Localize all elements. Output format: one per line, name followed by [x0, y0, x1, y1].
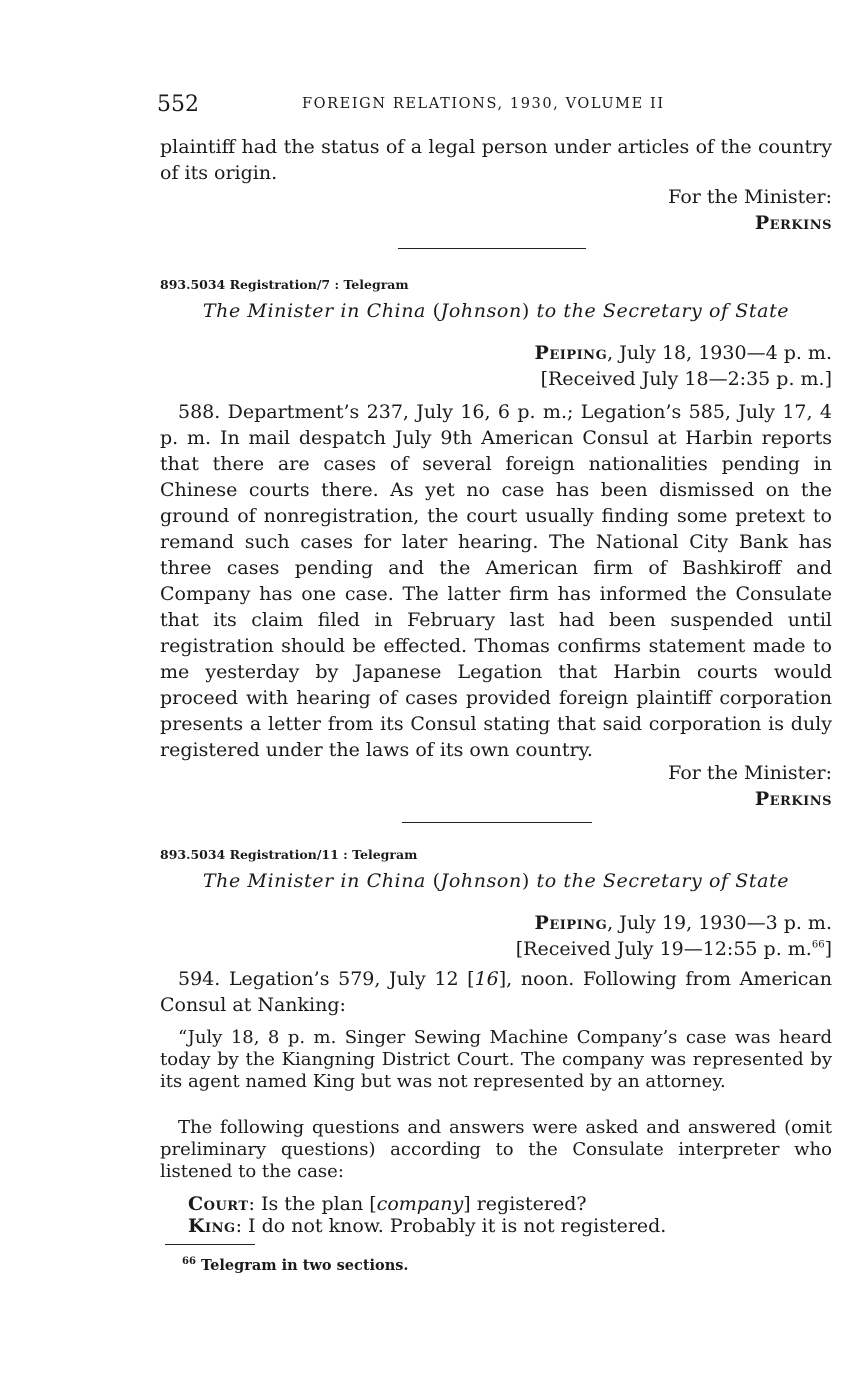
received-line: [Received July 18—2:35 p. m.] [540, 368, 832, 390]
telegram-body [160, 966, 832, 1018]
title-person: Johnson [440, 870, 522, 892]
running-head-title: FOREIGN RELATIONS, 1930, VOLUME II [302, 96, 665, 112]
qa-text: : I do not know. Probably it is not registered. [235, 1215, 667, 1237]
qa-speaker: King [188, 1215, 236, 1237]
title-paren-close: ) [521, 870, 530, 892]
title-part: The Minister in China [202, 300, 433, 322]
dateline [535, 912, 832, 934]
received-line [516, 938, 832, 960]
dateline-date: , July 19, 1930—3 p. m. [607, 912, 832, 934]
signature-line: For the Minister: [668, 762, 832, 784]
footnote-rule [165, 1244, 255, 1245]
qa-speaker: Court [188, 1193, 249, 1215]
title-paren-open: ( [432, 300, 441, 322]
footnote-mark: 66 [182, 1256, 196, 1267]
title-person: Johnson [440, 300, 522, 322]
dateline [535, 342, 832, 364]
signature-line: For the Minister: [668, 186, 832, 208]
title-paren-open: ( [432, 870, 441, 892]
footnote [182, 1256, 408, 1274]
file-reference: 893.5034 Registration/7 : Telegram [160, 277, 409, 292]
qa-text: : Is the plan [ [248, 1193, 377, 1215]
footnote-reference: 66 [811, 939, 825, 951]
signer-name: Perkins [754, 212, 832, 234]
page-number: 552 [157, 92, 199, 117]
signer-name: Perkins [754, 788, 832, 810]
title-part: to the Secretary of State [529, 300, 790, 322]
qa-line [188, 1193, 587, 1215]
title-paren-close: ) [521, 300, 530, 322]
qa-line [188, 1215, 666, 1237]
quoted-paragraph: “July 18, 8 p. m. Singer Sewing Machine Company’s case was heard today by the Kiangning District Court. The company was represented by its agent named King but was not represented by an attorney. [160, 1027, 832, 1092]
qa-text: ] registered? [463, 1193, 587, 1215]
file-reference: 893.5034 Registration/11 : Telegram [160, 847, 418, 862]
quoted-paragraph: The following questions and answers were asked and answered (omit preliminary questions) according to the Consulate interpreter who listened to the case: [160, 1117, 832, 1182]
section-divider [402, 822, 592, 823]
continuation-paragraph: plaintiff had the status of a legal person under articles of the country of its origin. [160, 136, 832, 184]
dateline-date: , July 18, 1930—4 p. m. [607, 342, 832, 364]
dateline-place: Peiping [534, 912, 608, 934]
dateline-place: Peiping [534, 342, 608, 364]
telegram-body: 588. Department’s 237, July 16, 6 p. m.; Legation’s 585, July 17, 4 p. m. In mail despatch July 9th American Consul at Harbin reports that there are cases of several foreign nationalities pending in Chinese courts there. As yet no case has been dismissed on the ground of nonregistration, the court usually finding some pretext to remand such cases for later hearing. The National City Bank has three cases pending and the American firm of Bashkiroff and Company has one case. The latter firm has informed the Consulate that its claim filed in February last had been suspended until registration should be effected. Thomas confirms statement made to me yesterday by Japanese Legation that Harbin courts would proceed with hearing of cases provided foreign plaintiff corporation presents a letter from its Consul stating that said corporation is duly registered under the laws of its own country. [160, 401, 832, 761]
qa-italic: company [376, 1193, 464, 1215]
body-italic: 16 [474, 968, 499, 990]
document-title [160, 870, 832, 892]
document-title [160, 300, 832, 322]
received-text: [Received July 19—12:55 p. m. [515, 938, 812, 960]
title-part: The Minister in China [202, 870, 433, 892]
received-close: ] [824, 938, 832, 960]
section-divider [398, 248, 586, 249]
body-text: ], noon. Following from American Consul at Nanking: [160, 968, 832, 1016]
footnote-text: Telegram in two sections. [200, 1256, 409, 1274]
body-text: 594. Legation’s 579, July 12 [ [178, 968, 475, 990]
running-head [157, 92, 832, 122]
title-part: to the Secretary of State [529, 870, 790, 892]
